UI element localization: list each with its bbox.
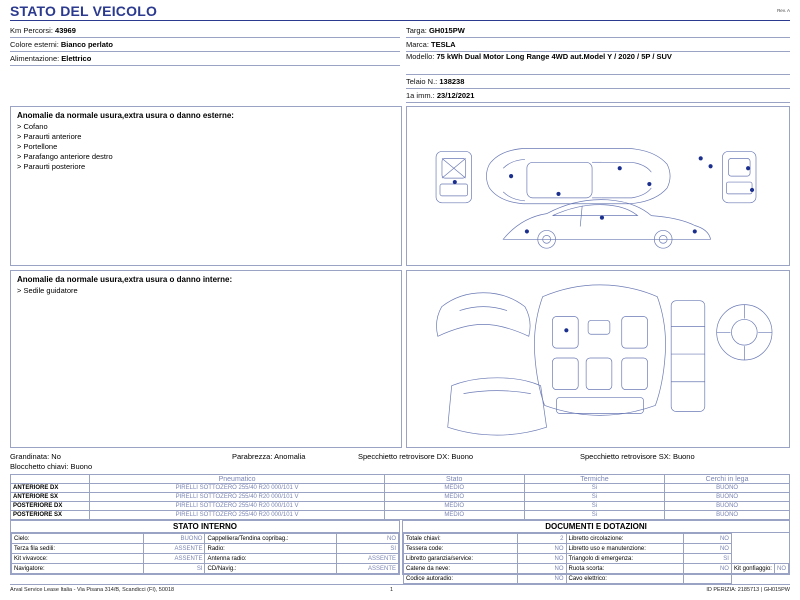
info-label: Colore esterni: [10,40,59,49]
info-row [406,38,790,52]
table-row [11,511,790,520]
tyres-table [10,474,790,520]
footer-divider [10,584,790,585]
field-label: Terza fila sedili: [12,544,144,554]
table-row [11,493,790,502]
interior-vehicle-diagram [407,271,789,447]
table-row [12,564,399,574]
note-parabrezza: Parabrezza: Anomalia [232,452,306,461]
table-row [12,554,399,564]
tyre-rim: BUONO [665,493,790,502]
tyre-model: PIRELLI SOTTOZERO 255/40 R20 000/101 V [90,484,384,493]
interior-damage-box [10,270,402,448]
field-value: NO [518,564,566,574]
field-label: Totale chiavi: [404,534,518,544]
tyre-thermal: Si [524,493,664,502]
tyre-position: ANTERIORE SX [11,493,90,502]
field-label: Kit vivavoce: [12,554,144,564]
info-value: GH015PW [428,26,465,35]
tyre-state: MEDIO [384,502,524,511]
tyre-state: MEDIO [384,511,524,520]
damage-item: > Portellone [17,142,58,151]
info-label: 1a imm.: [406,91,435,100]
exterior-damage-col2 [17,152,207,172]
note-blocchetto: Blocchetto chiavi: Buono [10,462,93,471]
info-label: Marca: [406,40,429,49]
field-value: ASSENTE [337,564,399,574]
field-value: NO [518,574,566,584]
exterior-damage-list [11,122,401,172]
exterior-damage-col1 [17,122,207,152]
info-row [10,24,400,38]
field-value: ASSENTE [337,554,399,564]
field-value: BUONO [143,534,205,544]
tyre-state: MEDIO [384,493,524,502]
field-label: Antenna radio: [205,554,337,564]
table-row [404,564,789,574]
field-value: NO [518,544,566,554]
stato-interno-panel [10,520,400,575]
field-value: SI [143,564,205,574]
tyre-position: ANTERIORE DX [11,484,90,493]
page-title: STATO DEL VEICOLO [10,3,158,19]
note-specchietto-dx: Specchietto retrovisore DX: Buono [358,452,474,461]
damage-item: > Parafango anteriore destro [17,152,113,161]
field-value: SI [337,544,399,554]
col-tyre: Pneumatico [90,475,384,484]
field-label: Cielo: [12,534,144,544]
col-thermal: Termiche [524,475,664,484]
revision-label: Rev. A [777,8,790,13]
field-value: ASSENTE [143,554,205,564]
info-label: Targa: [406,26,427,35]
tyre-state: MEDIO [384,484,524,493]
footer-page-number: 1 [390,587,394,593]
exterior-vehicle-diagram [407,107,789,265]
field-value: NO [683,544,731,554]
field-label: Codice autoradio: [404,574,518,584]
field-label: Cavo elettrico: [566,574,683,584]
field-label: CD/Navig.: [205,564,337,574]
tyre-model: PIRELLI SOTTOZERO 255/40 R20 000/101 V [90,493,384,502]
info-row [406,24,790,38]
damage-item: > Paraurti posteriore [17,162,86,171]
info-label: Km Percorsi: [10,26,53,35]
field-label: Radio: [205,544,337,554]
info-value: Elettrico [61,54,92,63]
info-label: Modello: [406,52,435,61]
field-label: Libretto circolazione: [566,534,683,544]
damage-item: > Cofano [17,122,48,131]
interior-damage-title: Anomalie da normale usura,extra usura o danno interne: [17,275,233,284]
field-value [683,574,731,584]
tyre-rim: BUONO [665,502,790,511]
info-row [10,38,400,52]
field-label: Ruota scorta: [566,564,683,574]
note-grandinata: Grandinata: No [10,452,61,461]
tyre-rim: BUONO [665,484,790,493]
table-header-row [11,475,790,484]
field-label: Libretto uso e manutenzione: [566,544,683,554]
damage-item: > Sedile guidatore [17,286,78,295]
col-state: Stato [384,475,524,484]
tyre-model: PIRELLI SOTTOZERO 255/40 R20 000/101 V [90,511,384,520]
field-label: Catene da neve: [404,564,518,574]
table-row [404,554,789,564]
footer-company: Arval Service Lease Italia - Via Pisana 314/B, Scandicci (FI), 50018 [10,587,175,593]
field-value: 2 [518,534,566,544]
table-row [12,534,399,544]
damage-markers [453,156,754,233]
field-label: Tessera code: [404,544,518,554]
documenti-panel [402,520,790,582]
field-label: Navigatore: [12,564,144,574]
vehicle-info-right [406,24,790,103]
field-value: NO [337,534,399,544]
field-label: Libretto garanzia/service: [404,554,518,564]
info-label: Telaio N.: [406,77,438,86]
interior-damage-list [11,286,401,296]
documenti-table [403,533,789,584]
info-value: Bianco perlato [60,40,113,49]
info-value: TESLA [431,40,456,49]
table-row [11,502,790,511]
table-row [12,544,399,554]
field-value: NO [683,564,731,574]
field-label: Triangolo di emergenza: [566,554,683,564]
vehicle-info [10,24,790,100]
note-specchietto-sx: Specchietto retrovisore SX: Buono [580,452,695,461]
interior-diagram-box [406,270,790,448]
col-rim: Cerchi in lega [665,475,790,484]
title-divider [10,20,790,21]
tyre-thermal: Si [524,511,664,520]
tyre-rim: BUONO [665,511,790,520]
stato-interno-title: STATO INTERNO [11,521,399,533]
damage-item: > Paraurti anteriore [17,132,82,141]
table-row [404,574,789,584]
exterior-diagram-box [406,106,790,266]
footer-report-id: ID PERIZIA: 2185713 | GH015PW [706,587,790,593]
info-row [406,89,790,103]
tyre-position: POSTERIORE DX [11,502,90,511]
tyre-position: POSTERIORE SX [11,511,90,520]
field-label: Kit gonfiaggio: [731,564,774,574]
info-row [406,52,790,75]
exterior-damage-box [10,106,402,266]
tyre-thermal: Si [524,502,664,511]
field-value: NO [774,564,788,574]
field-value: ASSENTE [143,544,205,554]
tyre-model: PIRELLI SOTTOZERO 255/40 R20 000/101 V [90,502,384,511]
table-row [404,534,789,544]
field-value: NO [683,534,731,544]
info-value: 23/12/2021 [436,91,475,100]
vehicle-info-left [10,24,400,66]
info-value: 75 kWh Dual Motor Long Range 4WD aut.Model Y / 2020 / 5P / SUV [436,52,672,61]
stato-interno-table [11,533,399,574]
col-position [11,475,90,484]
info-row [10,52,400,66]
tyre-thermal: Si [524,484,664,493]
info-value: 138238 [439,77,465,86]
documenti-title: DOCUMENTI E DOTAZIONI [403,521,789,533]
table-row [11,484,790,493]
field-value: NO [518,554,566,564]
field-value: SI [683,554,731,564]
exterior-damage-title: Anomalie da normale usura,extra usura o danno esterne: [17,111,234,120]
interior-damage-col1 [17,286,207,296]
info-value: 43969 [55,26,76,35]
info-label: Alimentazione: [10,54,60,63]
table-row [404,544,789,554]
field-label: Cappelliera/Tendina copribag.: [205,534,337,544]
info-row [406,75,790,89]
